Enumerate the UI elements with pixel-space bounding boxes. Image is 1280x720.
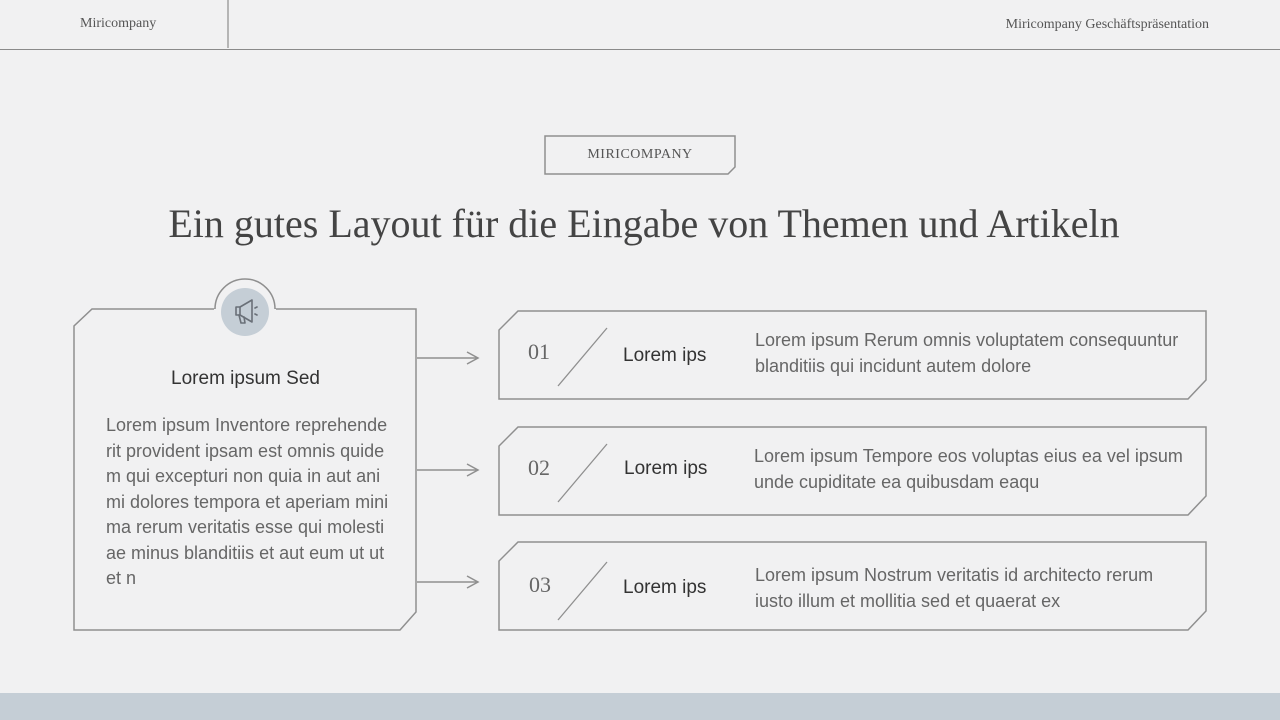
item-label-3: Lorem ips (623, 577, 707, 598)
item-number-3: 03 (529, 572, 551, 597)
megaphone-icon (214, 278, 276, 340)
item-number-2: 02 (528, 455, 550, 480)
slide-title: Ein gutes Layout für die Eingabe von Themen und Artikeln (168, 201, 1120, 246)
item-label-2: Lorem ips (624, 458, 708, 479)
footer-band (0, 693, 1280, 720)
item-text-3: Lorem ipsum Nostrum veritatis id architecto rerum iusto illum et mollitia sed et quaerat ex (755, 565, 1154, 611)
card-title: Lorem ipsum Sed (171, 368, 320, 389)
item-text-1: Lorem ipsum Rerum omnis voluptatem consequuntur blanditiis qui incidunt autem dolore (755, 330, 1179, 376)
connector-arrow-3 (417, 576, 478, 588)
connector-arrow-2 (417, 464, 478, 476)
card-body-text: Lorem ipsum Inventore reprehenderit provident ipsam est omnis quidem qui excepturi non quia in aut animi dolores tempora et aperiam minima rerum veritatis esse qui molestiae minus blanditiis et aut eum ut ut et n (106, 415, 389, 588)
tag-label: MIRICOMPANY (587, 147, 693, 162)
header-brand: Miricompany (80, 16, 157, 31)
megaphone-badge (214, 278, 276, 340)
header-presentation-title: Miricompany Geschäftspräsentation (1005, 17, 1209, 32)
item-number-1: 01 (528, 339, 550, 364)
item-label-1: Lorem ips (623, 345, 707, 366)
connector-arrow-1 (417, 352, 478, 364)
item-text-2: Lorem ipsum Tempore eos voluptas eius ea vel ipsum unde cupiditate ea quibusdam eaqu (754, 446, 1183, 492)
